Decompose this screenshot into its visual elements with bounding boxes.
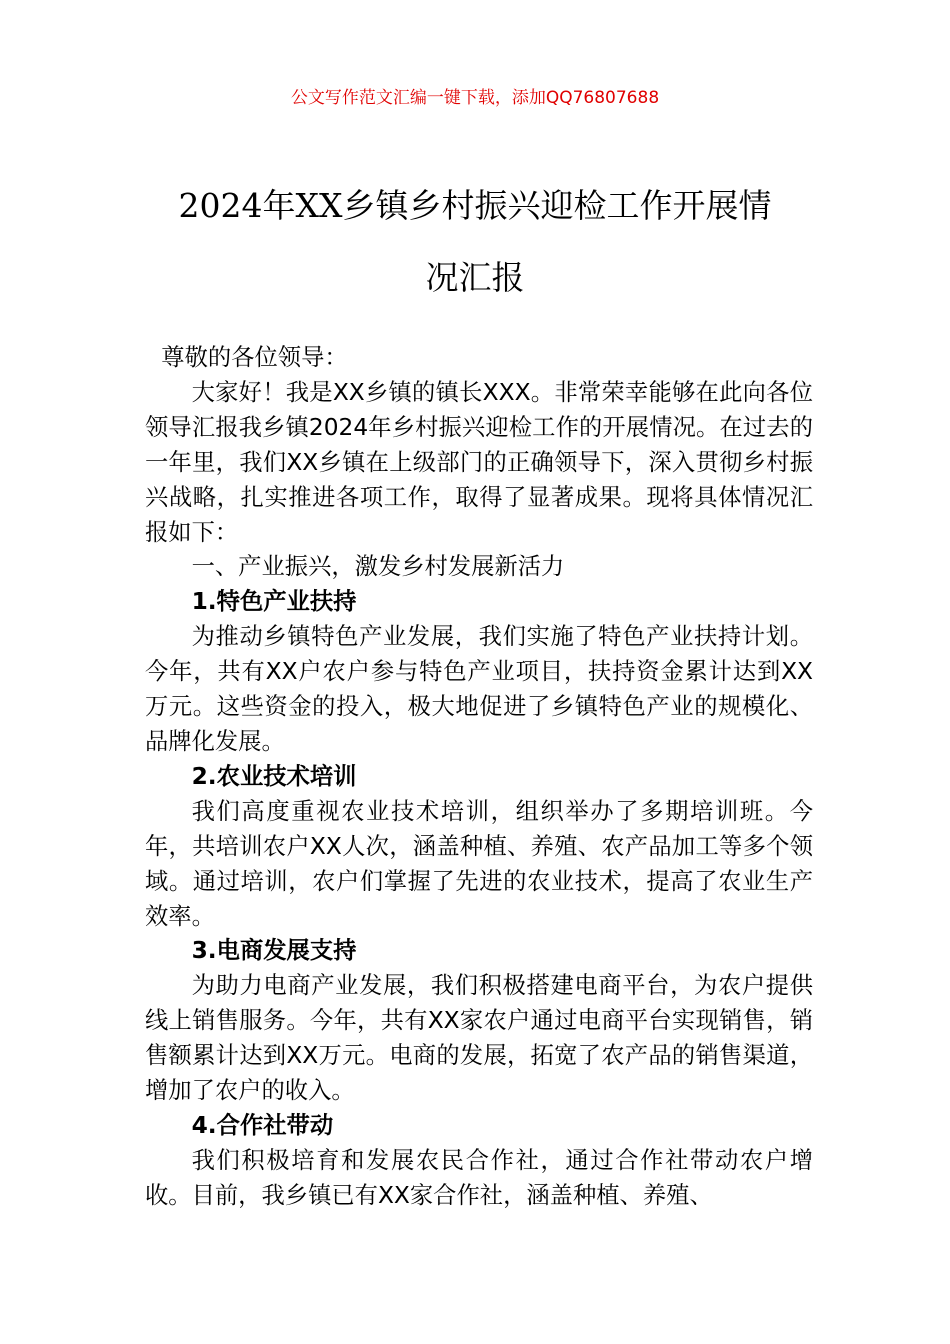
document-body xyxy=(145,341,813,1214)
paragraph-3: 为助力电商产业发展，我们积极搭建电商平台，为农户提供线上销售服务。今年，共有XX家农户通过电商平台实现销售，销售额累计达到XX万元。电商的发展，拓宽了农产品的销售渠道，增加了农户的收入。 xyxy=(145,972,813,1105)
paragraph-2: 我们高度重视农业技术培训，组织举办了多期培训班。今年，共培训农户XX人次，涵盖种植、养殖、农产品加工等多个领域。通过培训，农户们掌握了先进的农业技术，提高了农业生产效率。 xyxy=(145,797,813,930)
subheading-2: 2.农业技术培训 xyxy=(191,762,357,790)
download-banner: 公文写作范文汇编一键下载，添加QQ76807688 xyxy=(290,88,660,108)
subheading-1: 1.特色产业扶持 xyxy=(191,588,357,616)
section-heading-1: 一、产业振兴，激发乡村发展新活力 xyxy=(191,553,565,581)
paragraph-1: 为推动乡镇特色产业发展，我们实施了特色产业扶持计划。今年，共有XX户农户参与特色产业项目，扶持资金累计达到XX万元。这些资金的投入，极大地促进了乡镇特色产业的规模化、品牌化发展。 xyxy=(145,623,813,755)
salutation: 尊敬的各位领导： xyxy=(161,344,348,371)
subheading-3: 3.电商发展支持 xyxy=(191,937,357,965)
intro-paragraph: 大家好！我是XX乡镇的镇长XXX。非常荣幸能够在此向各位领导汇报我乡镇2024年乡村振兴迎检工作的开展情况。在过去的一年里，我们XX乡镇在上级部门的正确领导下，深入贯彻乡村振兴战略，扎实推进各项工作，取得了显著成果。现将具体情况汇报如下： xyxy=(145,378,813,546)
document-title xyxy=(140,170,810,314)
paragraph-4: 我们积极培育和发展农民合作社，通过合作社带动农户增收。目前，我乡镇已有XX家合作社，涵盖种植、养殖、 xyxy=(145,1146,813,1209)
title-line-2: 况汇报 xyxy=(425,258,525,297)
title-line-1: 2024年XX乡镇乡村振兴迎检工作开展情 xyxy=(178,186,772,225)
subheading-4: 4.合作社带动 xyxy=(191,1111,334,1139)
